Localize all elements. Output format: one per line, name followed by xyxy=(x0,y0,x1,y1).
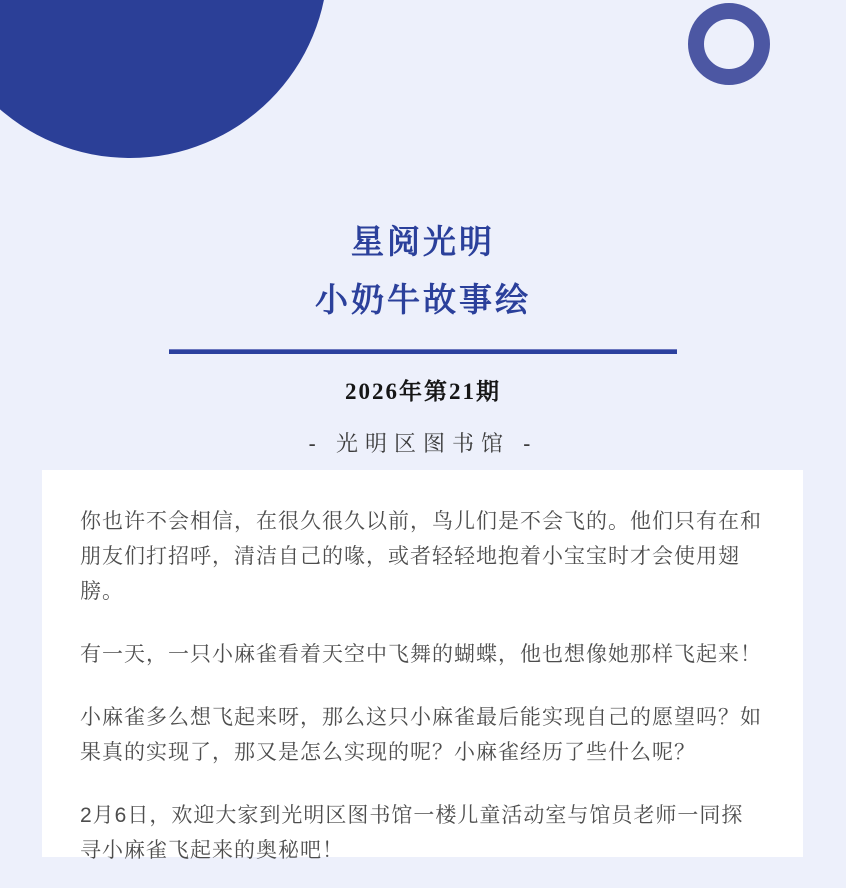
paragraph-invitation: 2月6日，欢迎大家到光明区图书馆一楼儿童活动室与馆员老师一同探寻小麻雀飞起来的奥秘吧！ xyxy=(80,804,744,862)
content-card xyxy=(42,470,803,862)
page-title-line2: 小奶牛故事绘 xyxy=(315,281,531,318)
organization-name: - 光明区图书馆 - xyxy=(308,431,538,456)
paragraph-questions: 小麻雀多么想飞起来呀，那么这只小麻雀最后能实现自己的愿望吗？如果真的实现了，那又是怎么实现的呢？小麻雀经历了些什么呢？ xyxy=(80,706,762,764)
issue-number: 2026年第21期 xyxy=(345,379,501,404)
page-title xyxy=(0,213,846,329)
page-title-line1: 星阅光明 xyxy=(351,223,495,260)
paragraph-intro: 你也许不会相信，在很久很久以前，鸟儿们是不会飞的。他们只有在和朋友们打招呼，清洁自己的喙，或者轻轻地抱着小宝宝时才会使用翅膀。 xyxy=(80,510,762,603)
paragraph-story: 有一天，一只小麻雀看着天空中飞舞的蝴蝶，他也想像她那样飞起来！ xyxy=(80,643,762,666)
title-divider xyxy=(169,349,677,354)
